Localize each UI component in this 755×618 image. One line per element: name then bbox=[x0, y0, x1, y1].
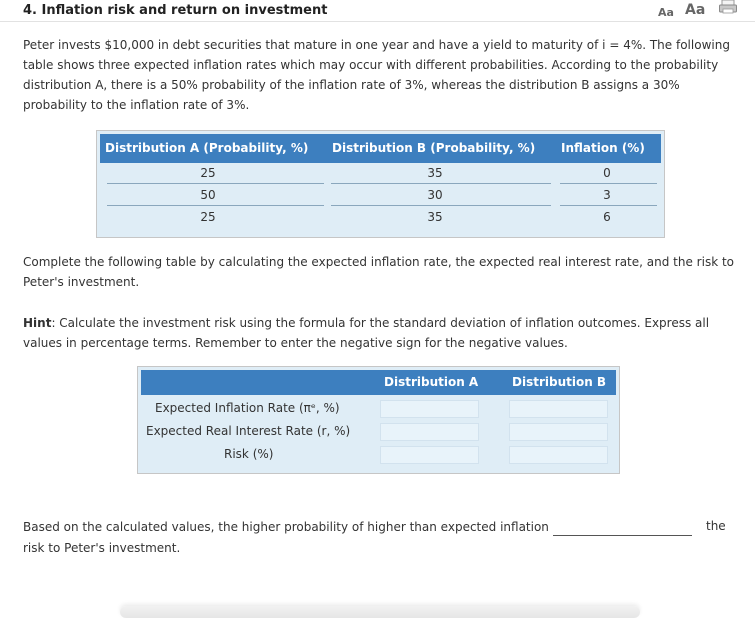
cell-dist-b: 35 bbox=[427, 166, 443, 180]
row-divider bbox=[560, 183, 657, 184]
row-divider bbox=[331, 205, 551, 206]
table-header-row bbox=[100, 134, 661, 163]
expected-real-rate-a-input[interactable] bbox=[380, 423, 479, 441]
table-row bbox=[138, 421, 619, 444]
row-divider bbox=[107, 205, 324, 206]
row-label-expected-inflation: Expected Inflation Rate (πᵉ, %) bbox=[155, 401, 340, 415]
cell-inflation: 3 bbox=[603, 188, 611, 202]
font-size-decrease-button[interactable]: Aa bbox=[658, 6, 674, 19]
cell-dist-a: 25 bbox=[200, 210, 216, 224]
answer-table bbox=[137, 366, 620, 474]
cell-inflation: 0 bbox=[603, 166, 611, 180]
col-header-distribution-a: Distribution A bbox=[384, 375, 479, 389]
hint-label: Hint bbox=[23, 316, 52, 330]
cell-dist-a: 50 bbox=[200, 188, 216, 202]
row-divider bbox=[331, 183, 551, 184]
intro-paragraph: Peter invests $10,000 in debt securities that mature in one year and have a yield to maturity of i = 4%. The following table shows three expected inflation rates which may occur with different probabilities. According to the probability distribution A, there is a 50% probability of the inflation rate of 3%, whereas the distribution B assigns a 30% probability to the inflation rate of 3%. bbox=[23, 38, 730, 112]
row-label-risk: Risk (%) bbox=[224, 447, 274, 461]
expected-real-rate-b-input[interactable] bbox=[509, 423, 608, 441]
print-icon[interactable] bbox=[719, 0, 737, 14]
font-size-increase-button[interactable]: Aa bbox=[685, 2, 706, 18]
row-label-expected-real-rate: Expected Real Interest Rate (r, %) bbox=[146, 424, 351, 438]
cell-dist-b: 35 bbox=[427, 210, 443, 224]
col-header-distribution-b: Distribution B bbox=[512, 375, 607, 389]
instruction-paragraph: Complete the following table by calculating the expected inflation rate, the expected real interest rate, and the risk to Peter's investment. bbox=[23, 255, 734, 289]
cell-dist-b: 30 bbox=[427, 188, 443, 202]
conclusion-dropdown[interactable] bbox=[553, 535, 692, 536]
col-header-distribution-b: Distribution B (Probability, %) bbox=[332, 141, 536, 155]
conclusion-paragraph: Based on the calculated values, the higher probability of higher than expected inflation risk to Peter's investment. bbox=[23, 520, 549, 555]
row-divider bbox=[560, 205, 657, 206]
col-header-distribution-a: Distribution A (Probability, %) bbox=[105, 141, 309, 155]
table-row bbox=[100, 207, 661, 228]
cell-inflation: 6 bbox=[603, 210, 611, 224]
expected-inflation-a-input[interactable] bbox=[380, 400, 479, 418]
answer-table-header bbox=[141, 370, 616, 395]
risk-b-input[interactable] bbox=[509, 446, 608, 464]
question-title: 4. Inflation risk and return on investment bbox=[23, 3, 328, 18]
table-row bbox=[100, 185, 661, 206]
expected-inflation-b-input[interactable] bbox=[509, 400, 608, 418]
row-divider bbox=[107, 183, 324, 184]
hint-text: : Calculate the investment risk using the formula for the standard deviation of inflation outcomes. Express all values in percentage terms. Remember to enter the negative sign for the negative values. bbox=[23, 316, 710, 350]
col-header-inflation: Inflation (%) bbox=[561, 141, 645, 155]
table-row bbox=[138, 398, 619, 421]
hint-paragraph bbox=[23, 313, 735, 353]
table-row bbox=[138, 444, 619, 467]
conclusion-trailing-text: the bbox=[706, 519, 726, 533]
inflation-distribution-table bbox=[96, 130, 665, 238]
bottom-panel-edge bbox=[120, 606, 640, 618]
cell-dist-a: 25 bbox=[200, 166, 216, 180]
header-divider bbox=[0, 21, 755, 22]
table-row bbox=[100, 163, 661, 184]
risk-a-input[interactable] bbox=[380, 446, 479, 464]
